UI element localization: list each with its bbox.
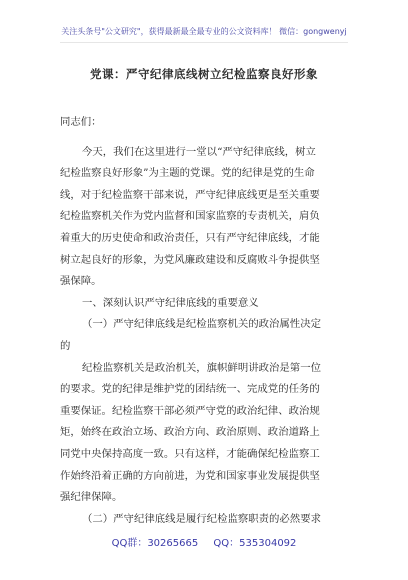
- page-header-banner: 关注头条号"公文研究"，获得最新最全最专业的公文资料库！ 微信：gongwenyj: [61, 27, 347, 36]
- paragraph-line: 作始终沿着正确的方向前进，为党和国家事业发展提供坚: [60, 469, 320, 482]
- footer-qq-contact: QQ：535304092: [213, 538, 297, 549]
- paragraph-line: 纪检监察机关作为党内监督和国家监察的专责机关，肩负: [60, 210, 320, 223]
- paragraph-gap: [60, 134, 348, 142]
- paragraph-line: 同党中央保持高度一致。只有这样，才能确保纪检监察工: [60, 447, 320, 460]
- paragraph-line: 树立起良好的形象，为党风廉政建设和反腐败斗争提供坚: [60, 253, 320, 266]
- paragraph-line: 重要保证。纪检监察干部必须严守党的政治纪律、政治规: [60, 404, 320, 417]
- paragraph-line: 强纪律保障。: [60, 491, 123, 504]
- footer-qq-group: QQ群：30265665: [111, 538, 199, 549]
- subsection-heading-cont: 的: [60, 339, 71, 352]
- paragraph-line: 线，对于纪检监察干部来说，严守纪律底线更是至关重要: [60, 188, 320, 201]
- paragraph-line: 的要求。党的纪律是维护党的团结统一、完成党的任务的: [60, 383, 320, 396]
- greeting: 同志们：: [60, 116, 102, 128]
- header-divider: [60, 42, 348, 43]
- document-title: 党课：严守纪律底线树立纪检监察良好形象: [90, 67, 318, 81]
- paragraph-line: 矩，始终在政治立场、政治方向、政治原则、政治道路上: [60, 426, 320, 439]
- subsection-heading: （一）严守纪律底线是纪检监察机关的政治属性决定: [82, 318, 321, 331]
- paragraph-line: 纪检监察良好形象”为主题的党课。党的纪律是党的生命: [60, 167, 315, 180]
- subsection-heading: （二）严守纪律底线是履行纪检监察职责的必然要求: [82, 512, 321, 525]
- paragraph-line: 纪检监察机关是政治机关，旗帜鲜明讲政治是第一位: [82, 361, 321, 374]
- paragraph-line: 今天，我们在这里进行一堂以“严守纪律底线，树立: [82, 145, 316, 158]
- paragraph-line: 着重大的历史使命和政治责任，只有严守纪律底线，才能: [60, 231, 320, 244]
- page-footer: [0, 534, 408, 549]
- document-body: [60, 112, 348, 530]
- paragraph-line: 强保障。: [60, 275, 102, 288]
- section-heading: 一、深刻认识严守纪律底线的重要意义: [82, 296, 259, 309]
